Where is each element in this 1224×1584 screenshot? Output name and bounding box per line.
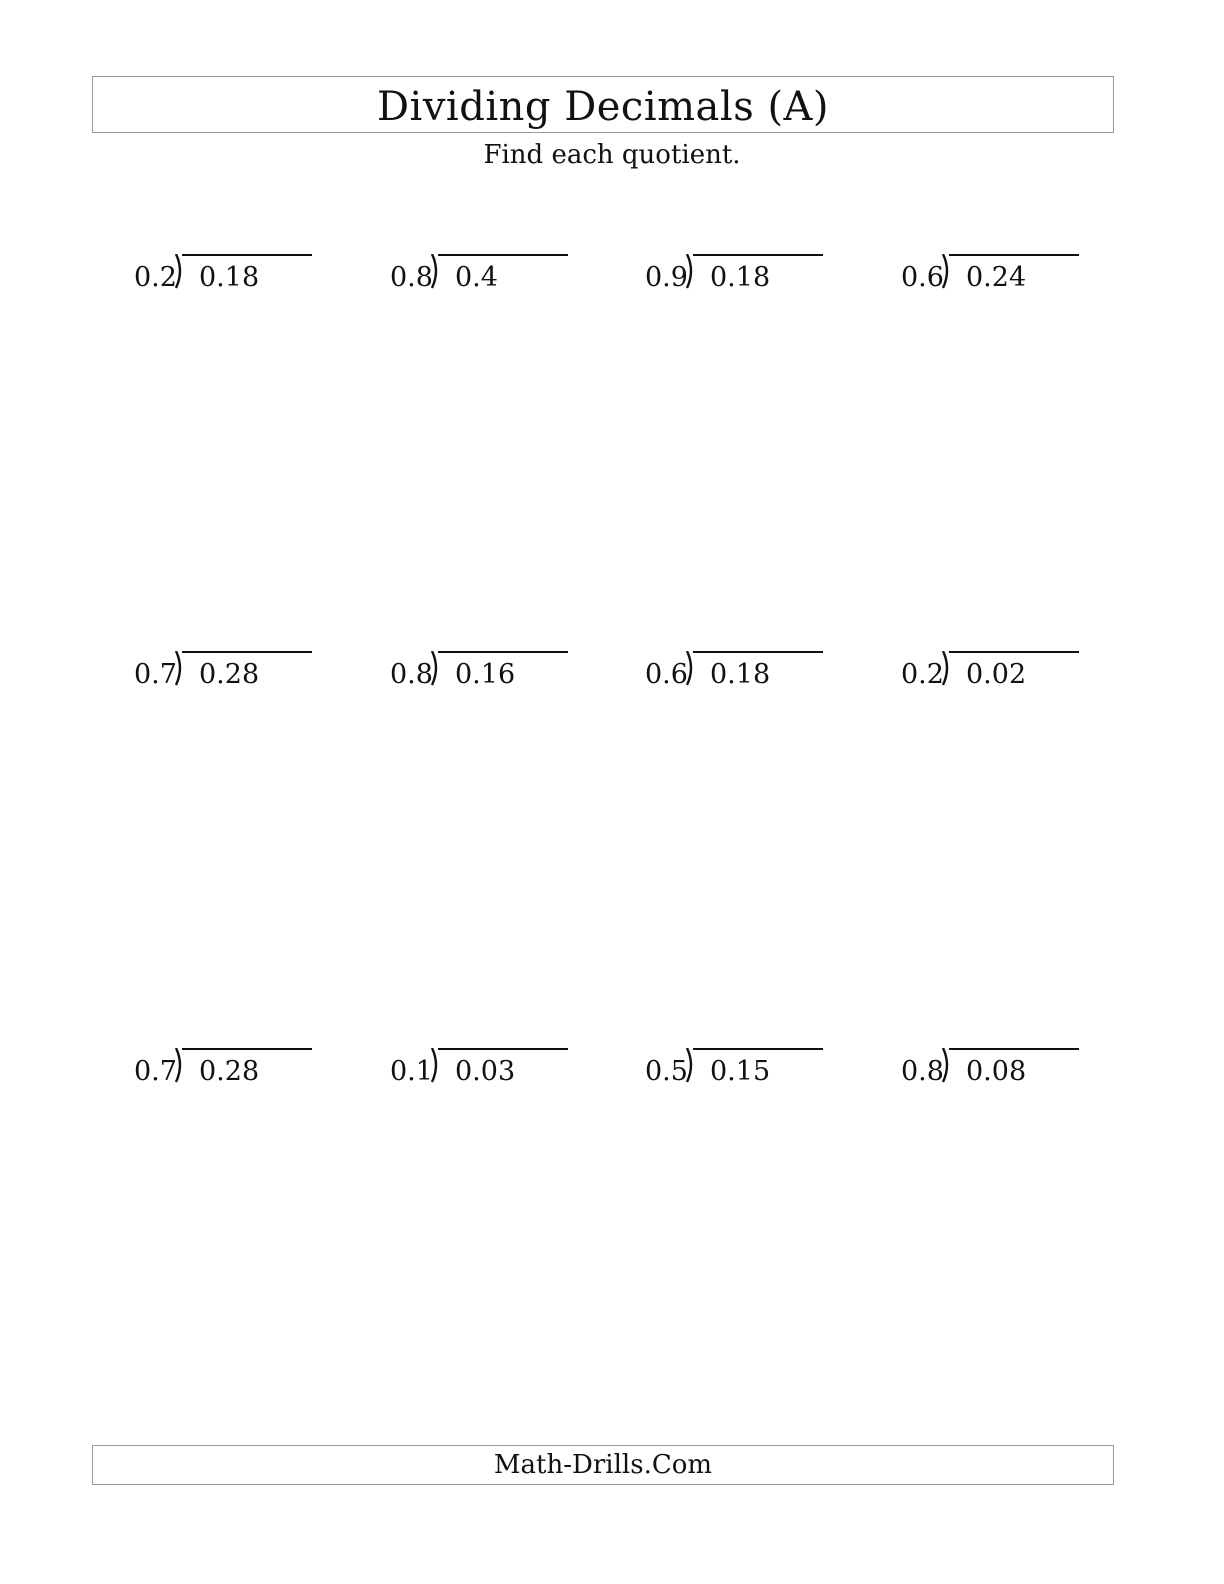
long-division-bracket-icon: [685, 1048, 696, 1083]
dividend: 0.16: [455, 659, 516, 690]
division-bar: [949, 254, 1079, 256]
division-problem-11: [645, 1048, 845, 1098]
dividend: 0.02: [966, 659, 1027, 690]
dividend: 0.24: [966, 262, 1027, 293]
division-bar: [949, 651, 1079, 653]
dividend: 0.08: [966, 1056, 1027, 1087]
dividend: 0.03: [455, 1056, 516, 1087]
division-problem-9: [134, 1048, 334, 1098]
division-problem-12: [901, 1048, 1101, 1098]
division-problem-5: [134, 651, 334, 701]
title-box: [92, 76, 1114, 133]
divisor: 0.2: [901, 659, 944, 690]
footer-site-name: Math-Drills.Com: [493, 1450, 713, 1480]
divisor: 0.7: [134, 659, 177, 690]
division-bar: [182, 651, 312, 653]
dividend: 0.4: [455, 262, 498, 293]
division-problem-3: [645, 254, 845, 304]
division-problem-7: [645, 651, 845, 701]
long-division-bracket-icon: [174, 254, 185, 289]
divisor: 0.6: [645, 659, 688, 690]
dividend: 0.28: [199, 659, 260, 690]
divisor: 0.8: [901, 1056, 944, 1087]
division-bar: [693, 651, 823, 653]
long-division-bracket-icon: [941, 254, 952, 289]
long-division-bracket-icon: [941, 1048, 952, 1083]
long-division-bracket-icon: [685, 651, 696, 686]
division-problem-2: [390, 254, 590, 304]
division-bar: [949, 1048, 1079, 1050]
divisor: 0.1: [390, 1056, 433, 1087]
divisor: 0.8: [390, 262, 433, 293]
long-division-bracket-icon: [430, 1048, 441, 1083]
instructions: Find each quotient.: [483, 140, 741, 170]
division-problem-1: [134, 254, 334, 304]
long-division-bracket-icon: [685, 254, 696, 289]
dividend: 0.18: [199, 262, 260, 293]
long-division-bracket-icon: [174, 651, 185, 686]
division-bar: [182, 1048, 312, 1050]
long-division-bracket-icon: [174, 1048, 185, 1083]
dividend: 0.28: [199, 1056, 260, 1087]
division-bar: [438, 1048, 568, 1050]
division-bar: [693, 1048, 823, 1050]
divisor: 0.7: [134, 1056, 177, 1087]
division-problem-4: [901, 254, 1101, 304]
page-title: Dividing Decimals (A): [376, 83, 830, 130]
division-problem-8: [901, 651, 1101, 701]
division-bar: [182, 254, 312, 256]
divisor: 0.9: [645, 262, 688, 293]
dividend: 0.18: [710, 262, 771, 293]
footer-box: [92, 1445, 1114, 1485]
long-division-bracket-icon: [430, 254, 441, 289]
division-bar: [438, 651, 568, 653]
division-bar: [693, 254, 823, 256]
long-division-bracket-icon: [430, 651, 441, 686]
division-problem-6: [390, 651, 590, 701]
division-bar: [438, 254, 568, 256]
divisor: 0.6: [901, 262, 944, 293]
dividend: 0.15: [710, 1056, 771, 1087]
long-division-bracket-icon: [941, 651, 952, 686]
divisor: 0.2: [134, 262, 177, 293]
divisor: 0.5: [645, 1056, 688, 1087]
dividend: 0.18: [710, 659, 771, 690]
division-problem-10: [390, 1048, 590, 1098]
divisor: 0.8: [390, 659, 433, 690]
